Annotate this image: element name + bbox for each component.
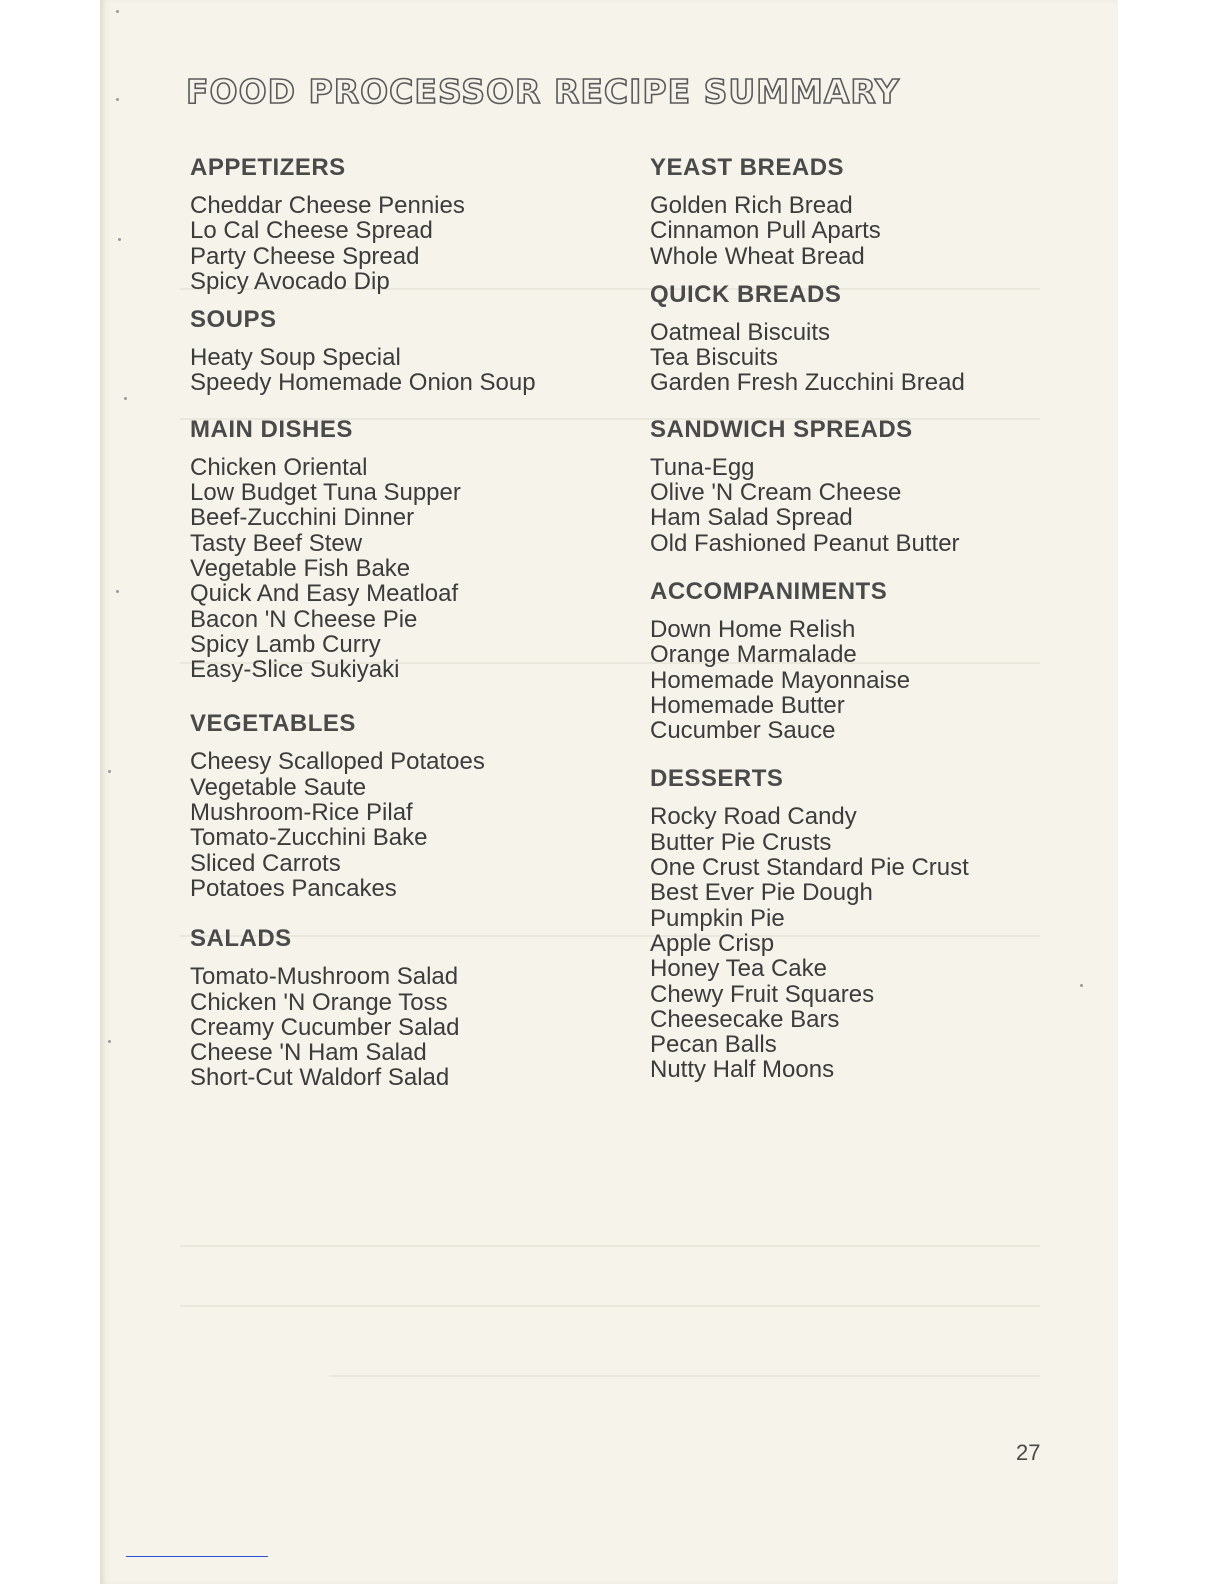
edge-mark — [116, 10, 119, 13]
section-heading: VEGETABLES — [190, 710, 356, 738]
recipe-item: Best Ever Pie Dough — [650, 879, 873, 907]
recipe-item: Golden Rich Bread — [650, 192, 853, 219]
recipe-item: Pecan Balls — [650, 1031, 777, 1059]
edge-mark — [108, 770, 111, 773]
recipe-item: Spicy Lamb Curry — [190, 630, 381, 658]
recipe-item: Sliced Carrots — [190, 849, 341, 877]
page-number: 27 — [1016, 1440, 1041, 1465]
section-heading: YEAST BREADS — [650, 154, 845, 181]
section-heading: MAIN DISHES — [190, 415, 353, 443]
recipe-item: Chicken 'N Orange Toss — [190, 988, 448, 1016]
recipe-item: Honey Tea Cake — [650, 955, 827, 983]
section-heading: SOUPS — [190, 306, 277, 334]
recipe-item: Homemade Butter — [650, 691, 845, 719]
recipe-section — [190, 152, 610, 294]
recipe-item: Cheesy Scalloped Potatoes — [190, 748, 485, 776]
recipe-item: Tuna-Egg — [650, 453, 755, 481]
recipe-item: Quick And Easy Meatloaf — [190, 580, 459, 608]
section-heading: ACCOMPANIMENTS — [650, 577, 888, 605]
recipe-item: Short-Cut Waldorf Salad — [190, 1064, 450, 1092]
recipe-item: Cheddar Cheese Pennies — [190, 192, 465, 219]
recipe-item: Party Cheese Spread — [190, 242, 420, 270]
recipe-item: Garden Fresh Zucchini Bread — [650, 369, 965, 397]
recipe-item: Down Home Relish — [650, 615, 856, 643]
recipe-item: Bacon 'N Cheese Pie — [190, 605, 418, 633]
recipe-item: Cinnamon Pull Aparts — [650, 217, 881, 245]
edge-mark — [116, 98, 119, 101]
recipe-item: Butter Pie Crusts — [650, 828, 832, 856]
edge-mark — [1080, 984, 1083, 987]
recipe-section — [650, 414, 1070, 556]
recipe-item: Chewy Fruit Squares — [650, 980, 875, 1008]
bleed-through-line — [180, 1245, 1040, 1247]
recipe-item: Vegetable Fish Bake — [190, 554, 411, 582]
recipe-item: Rocky Road Candy — [650, 803, 857, 831]
left-column — [190, 152, 610, 1091]
recipe-item: Chicken Oriental — [190, 453, 368, 481]
recipe-section — [190, 923, 610, 1090]
recipe-item: Cheese 'N Ham Salad — [190, 1039, 427, 1067]
recipe-section — [650, 763, 1070, 1082]
recipe-item: Orange Marmalade — [650, 641, 857, 669]
recipe-item: Olive 'N Cream Cheese — [650, 479, 902, 507]
recipe-item: Ham Salad Spread — [650, 504, 853, 532]
bleed-through-line — [330, 1375, 1040, 1377]
recipe-item: Cheesecake Bars — [650, 1005, 840, 1033]
recipe-item: Whole Wheat Bread — [650, 242, 865, 270]
recipe-item: Tea Biscuits — [650, 344, 779, 372]
link-underline — [126, 1556, 268, 1557]
section-heading: DESSERTS — [650, 765, 784, 793]
section-heading: SALADS — [190, 925, 292, 953]
recipe-item: Oatmeal Biscuits — [650, 318, 831, 346]
section-heading: SANDWICH SPREADS — [650, 415, 913, 443]
edge-mark — [108, 1040, 111, 1043]
recipe-item: Nutty Half Moons — [650, 1056, 835, 1084]
recipe-item: Easy-Slice Sukiyaki — [190, 656, 400, 684]
recipe-item: Pumpkin Pie — [650, 904, 785, 932]
recipe-item: Old Fashioned Peanut Butter — [650, 529, 960, 557]
recipe-section — [190, 304, 610, 396]
recipe-section — [190, 414, 610, 683]
page-title: FOOD PROCESSOR RECIPE SUMMARY — [186, 72, 900, 111]
recipe-item: Apple Crisp — [650, 929, 775, 957]
recipe-item: Speedy Homemade Onion Soup — [190, 369, 536, 397]
edge-mark — [118, 238, 121, 241]
recipe-item: One Crust Standard Pie Crust — [650, 854, 969, 882]
recipe-section — [650, 576, 1070, 743]
section-heading: QUICK BREADS — [650, 280, 842, 308]
recipe-item: Tomato-Mushroom Salad — [190, 963, 459, 991]
recipe-section — [190, 708, 610, 901]
recipe-section — [650, 279, 1070, 396]
recipe-item: Spicy Avocado Dip — [190, 267, 390, 295]
bleed-through-line — [180, 1305, 1040, 1307]
section-heading: APPETIZERS — [190, 154, 346, 181]
recipe-item: Low Budget Tuna Supper — [190, 479, 461, 507]
recipe-item: Tasty Beef Stew — [190, 529, 363, 557]
recipe-item: Creamy Cucumber Salad — [190, 1013, 460, 1041]
recipe-item: Mushroom-Rice Pilaf — [190, 799, 413, 827]
recipe-item: Heaty Soup Special — [190, 344, 401, 372]
right-column — [650, 152, 1070, 1083]
recipe-item: Lo Cal Cheese Spread — [190, 217, 433, 245]
recipe-item: Potatoes Pancakes — [190, 874, 397, 902]
recipe-item: Vegetable Saute — [190, 773, 367, 801]
recipe-item: Beef-Zucchini Dinner — [190, 504, 415, 532]
recipe-item: Homemade Mayonnaise — [650, 666, 911, 694]
edge-mark — [124, 397, 127, 400]
recipe-item: Cucumber Sauce — [650, 717, 836, 745]
edge-mark — [116, 590, 119, 593]
recipe-section — [650, 152, 1070, 269]
recipe-item: Tomato-Zucchini Bake — [190, 824, 428, 852]
